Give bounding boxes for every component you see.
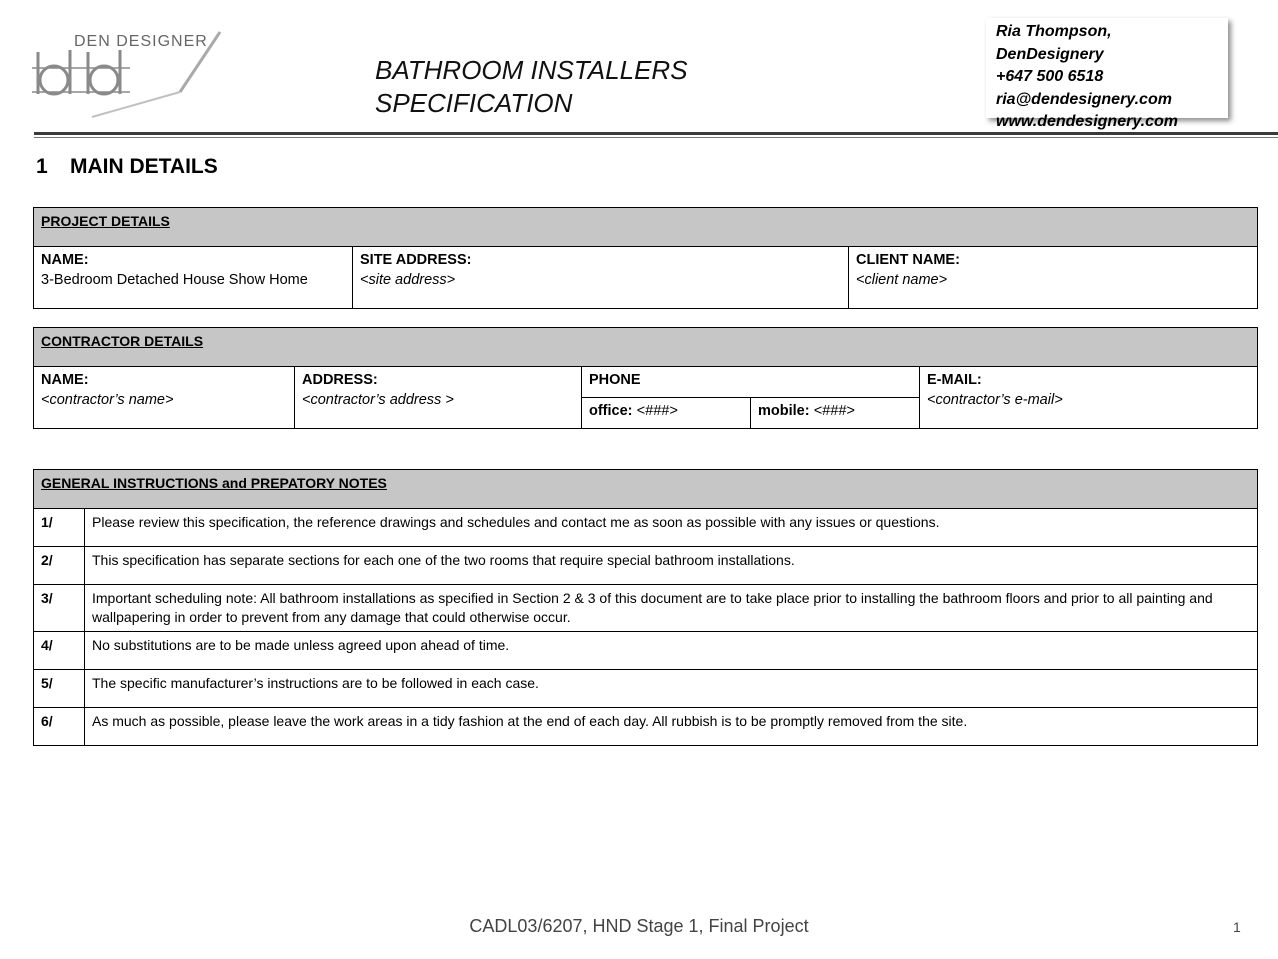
mobile-phone-cell [751,398,920,429]
phone-label: PHONE [582,367,920,398]
contractor-name-cell [34,367,295,429]
contact-company: DenDesignery [996,45,1104,63]
contact-card [986,18,1228,130]
contractor-details-table [33,327,1258,429]
note-number: 3/ [34,585,85,632]
section-heading [36,155,218,179]
client-name-cell [849,247,1258,309]
contractor-email-cell [920,367,1258,429]
mobile-value: <###> [813,403,855,419]
document-title [375,54,688,120]
contractor-address-value: <contractor’s address > [302,392,454,408]
section-number: 1 [36,155,48,178]
contractor-name-value: <contractor’s name> [41,392,174,408]
site-address-cell [353,247,849,309]
office-label: office: [589,403,633,419]
section-title: MAIN DETAILS [70,155,218,178]
contact-website[interactable]: www.dendesignery.com [996,113,1178,130]
general-notes-table [33,469,1258,746]
den-designer-logo [30,22,230,122]
note-text: The specific manufacturer’s instructions are to be followed in each case. [85,670,1258,708]
mobile-label: mobile: [758,403,810,419]
title-line-2: SPECIFICATION [375,88,573,118]
office-value: <###> [636,403,678,419]
contact-phone: +647 500 6518 [996,68,1104,85]
note-text: Important scheduling note: All bathroom installations as specified in Section 2 & 3 of this document are to take place prior to installing the bathroom floors and prior to all painting and wallpapering in order to prevent from any damage that could otherwise occur. [85,585,1258,632]
site-address-label: SITE ADDRESS: [360,252,472,268]
contractor-email-value: <contractor’s e-mail> [927,392,1063,408]
note-number: 2/ [34,547,85,585]
note-number: 4/ [34,632,85,670]
note-text: As much as possible, please leave the work areas in a tidy fashion at the end of each day. All rubbish is to be promptly removed from the site. [85,708,1258,746]
contractor-address-cell [295,367,582,429]
header-divider-thin [34,137,1278,138]
logo-text: DEN DESIGNER [74,33,208,50]
office-phone-cell [582,398,751,429]
note-number: 1/ [34,509,85,547]
contact-name: Ria Thompson, [996,23,1112,40]
contractor-email-label: E-MAIL: [927,372,982,388]
note-text: This specification has separate sections for each one of the two rooms that require special bathroom installations. [85,547,1258,585]
header-divider [34,132,1278,135]
note-text: Please review this specification, the reference drawings and schedules and contact me as soon as possible with any issues or questions. [85,509,1258,547]
contractor-name-label: NAME: [41,372,89,388]
contact-email[interactable]: ria@dendesignery.com [996,90,1172,108]
site-address-value: <site address> [360,272,456,288]
project-details-heading: PROJECT DETAILS [34,208,1258,247]
general-notes-heading: GENERAL INSTRUCTIONS and PREPATORY NOTES [34,470,1258,509]
note-text: No substitutions are to be made unless agreed upon ahead of time. [85,632,1258,670]
contractor-address-label: ADDRESS: [302,372,378,388]
project-name-cell [34,247,353,309]
client-name-label: CLIENT NAME: [856,252,960,268]
note-number: 5/ [34,670,85,708]
page-number: 1 [1233,919,1241,935]
client-name-value: <client name> [856,272,948,288]
title-line-1: BATHROOM INSTALLERS [375,55,688,85]
project-name-label: NAME: [41,252,89,268]
note-number: 6/ [34,708,85,746]
footer-course: CADL03/6207, HND Stage 1, Final Project [469,916,809,936]
contractor-details-heading: CONTRACTOR DETAILS [34,328,1258,367]
project-details-table [33,207,1258,309]
project-name-value: 3-Bedroom Detached House Show Home [41,272,308,288]
